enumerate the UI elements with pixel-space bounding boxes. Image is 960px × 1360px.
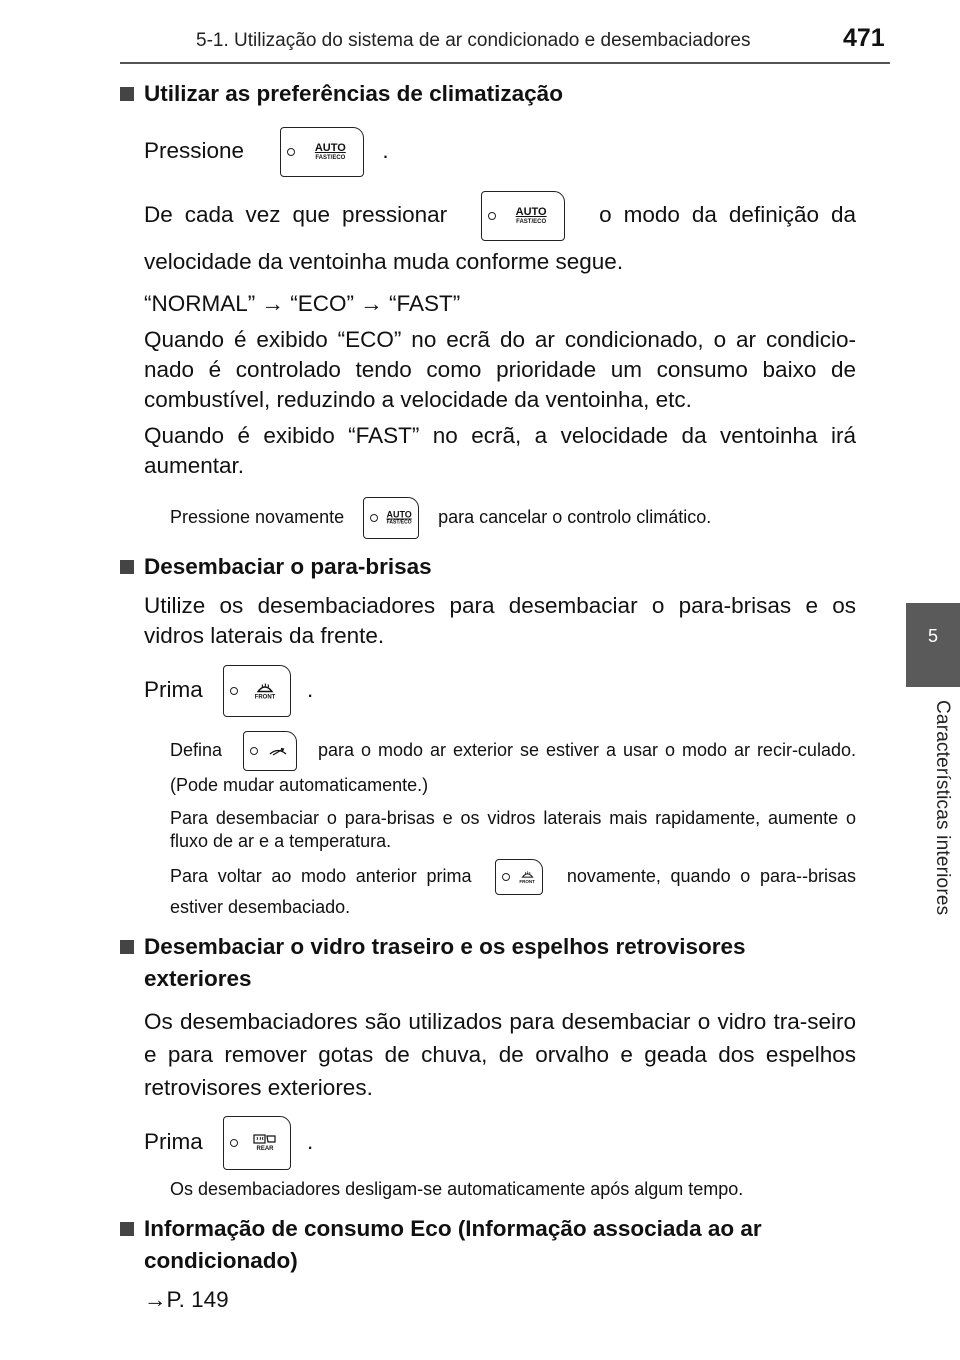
auto-fast-eco-button-icon: AUTO FAST/ECO [363, 497, 419, 539]
section-square-icon [120, 560, 134, 574]
cancel-climate-note: Pressione novamente AUTO FAST/ECO para cancelar o controlo climático. [116, 497, 856, 539]
section-square-icon [120, 87, 134, 101]
auto-fast-eco-button-icon: AUTO FAST/ECO [280, 127, 364, 177]
section-heading-windshield-defog: Desembaciar o para-brisas [116, 551, 856, 583]
fast-mode-description: Quando é exibido “FAST” no ecrã, a velocidade da ventoinha irá aumentar. [144, 423, 856, 479]
front-defroster-button-icon: FRONT [495, 859, 543, 895]
auto-fast-eco-button-icon: AUTO FAST/ECO [481, 191, 565, 241]
rear-defog-description: Os desembaciadores são utilizados para desembaciar o vidro tra-seiro e para remover gotas de chuva, de orvalho e geada dos espelhos retrovisores exteriores. [144, 1009, 856, 1101]
front-defroster-button-icon: FRONT [223, 665, 291, 717]
led-indicator-icon [370, 514, 378, 522]
header-title: 5-1. Utilização do sistema de ar condicionado e desembaciadores [196, 30, 751, 51]
header-divider [120, 62, 890, 64]
faster-defog-note: Para desembaciar o para-brisas e os vidros laterais mais rapidamente, aumente o fluxo de ar e a temperatura. [170, 808, 856, 852]
outside-air-note: Defina para o modo ar exterior se estiver a usar o modo ar recir-culado. (Pode mudar automaticamente.) [116, 731, 856, 799]
led-indicator-icon [287, 148, 295, 156]
eco-mode-description: Quando é exibido “ECO” no ecrã do ar condicionado, o ar condicio-nado é controlado tendo como prioridade um consumo baixo de combustível, reduzindo a velocidade da ventoinha, etc. [144, 327, 856, 413]
fan-mode-sequence: “NORMAL” → “ECO” → “FAST” [144, 291, 461, 317]
section-square-icon [120, 1222, 134, 1236]
front-defroster-icon [521, 870, 534, 879]
press-rear-defogger-instruction: Prima REAR . [116, 1114, 856, 1170]
led-indicator-icon [230, 687, 238, 695]
auto-off-note: Os desembaciadores desligam-se automaticamente após algum tempo. [170, 1179, 744, 1200]
chapter-number: 5 [927, 626, 938, 646]
section-heading-rear-defog: Desembaciar o vidro traseiro e os espelhos retrovisores exteriores [116, 931, 856, 995]
led-indicator-icon [488, 212, 496, 220]
page-content [116, 76, 856, 1315]
led-indicator-icon [502, 873, 510, 881]
rear-defogger-icon [253, 1134, 277, 1145]
led-indicator-icon [250, 747, 258, 755]
rear-defogger-button-icon: REAR [223, 1116, 291, 1170]
mirror-heater-icon [267, 1136, 275, 1142]
page-number: 471 [843, 24, 885, 52]
return-previous-mode-note: Para voltar ao modo anterior prima FRONT novamente, quando o para--brisas estiver desembaciado. [116, 859, 856, 919]
section-heading-eco-info: Informação de consumo Eco (Informação associada ao ar condicionado) [116, 1213, 856, 1277]
outside-air-icon [268, 745, 288, 757]
led-indicator-icon [230, 1139, 238, 1147]
press-front-defroster-instruction: Prima FRONT . [116, 663, 856, 717]
chapter-label: Características interiores [932, 700, 953, 916]
page-reference: →P. 149 [144, 1287, 229, 1313]
windshield-defog-description: Utilize os desembaciadores para desembaciar o para-brisas e os vidros laterais da frente. [144, 593, 856, 649]
front-defroster-icon [256, 682, 274, 694]
section-heading-climate-preferences: Utilizar as preferências de climatização [116, 78, 856, 110]
section-square-icon [120, 940, 134, 954]
outside-air-button-icon [243, 731, 297, 771]
page-header [0, 0, 960, 60]
press-auto-instruction: Pressione AUTO FAST/ECO . [116, 126, 856, 177]
auto-mode-cycle-paragraph: De cada vez que pressionar AUTO FAST/ECO o modo da definição da velocidade da ventoinha muda conforme segue. [116, 191, 856, 283]
